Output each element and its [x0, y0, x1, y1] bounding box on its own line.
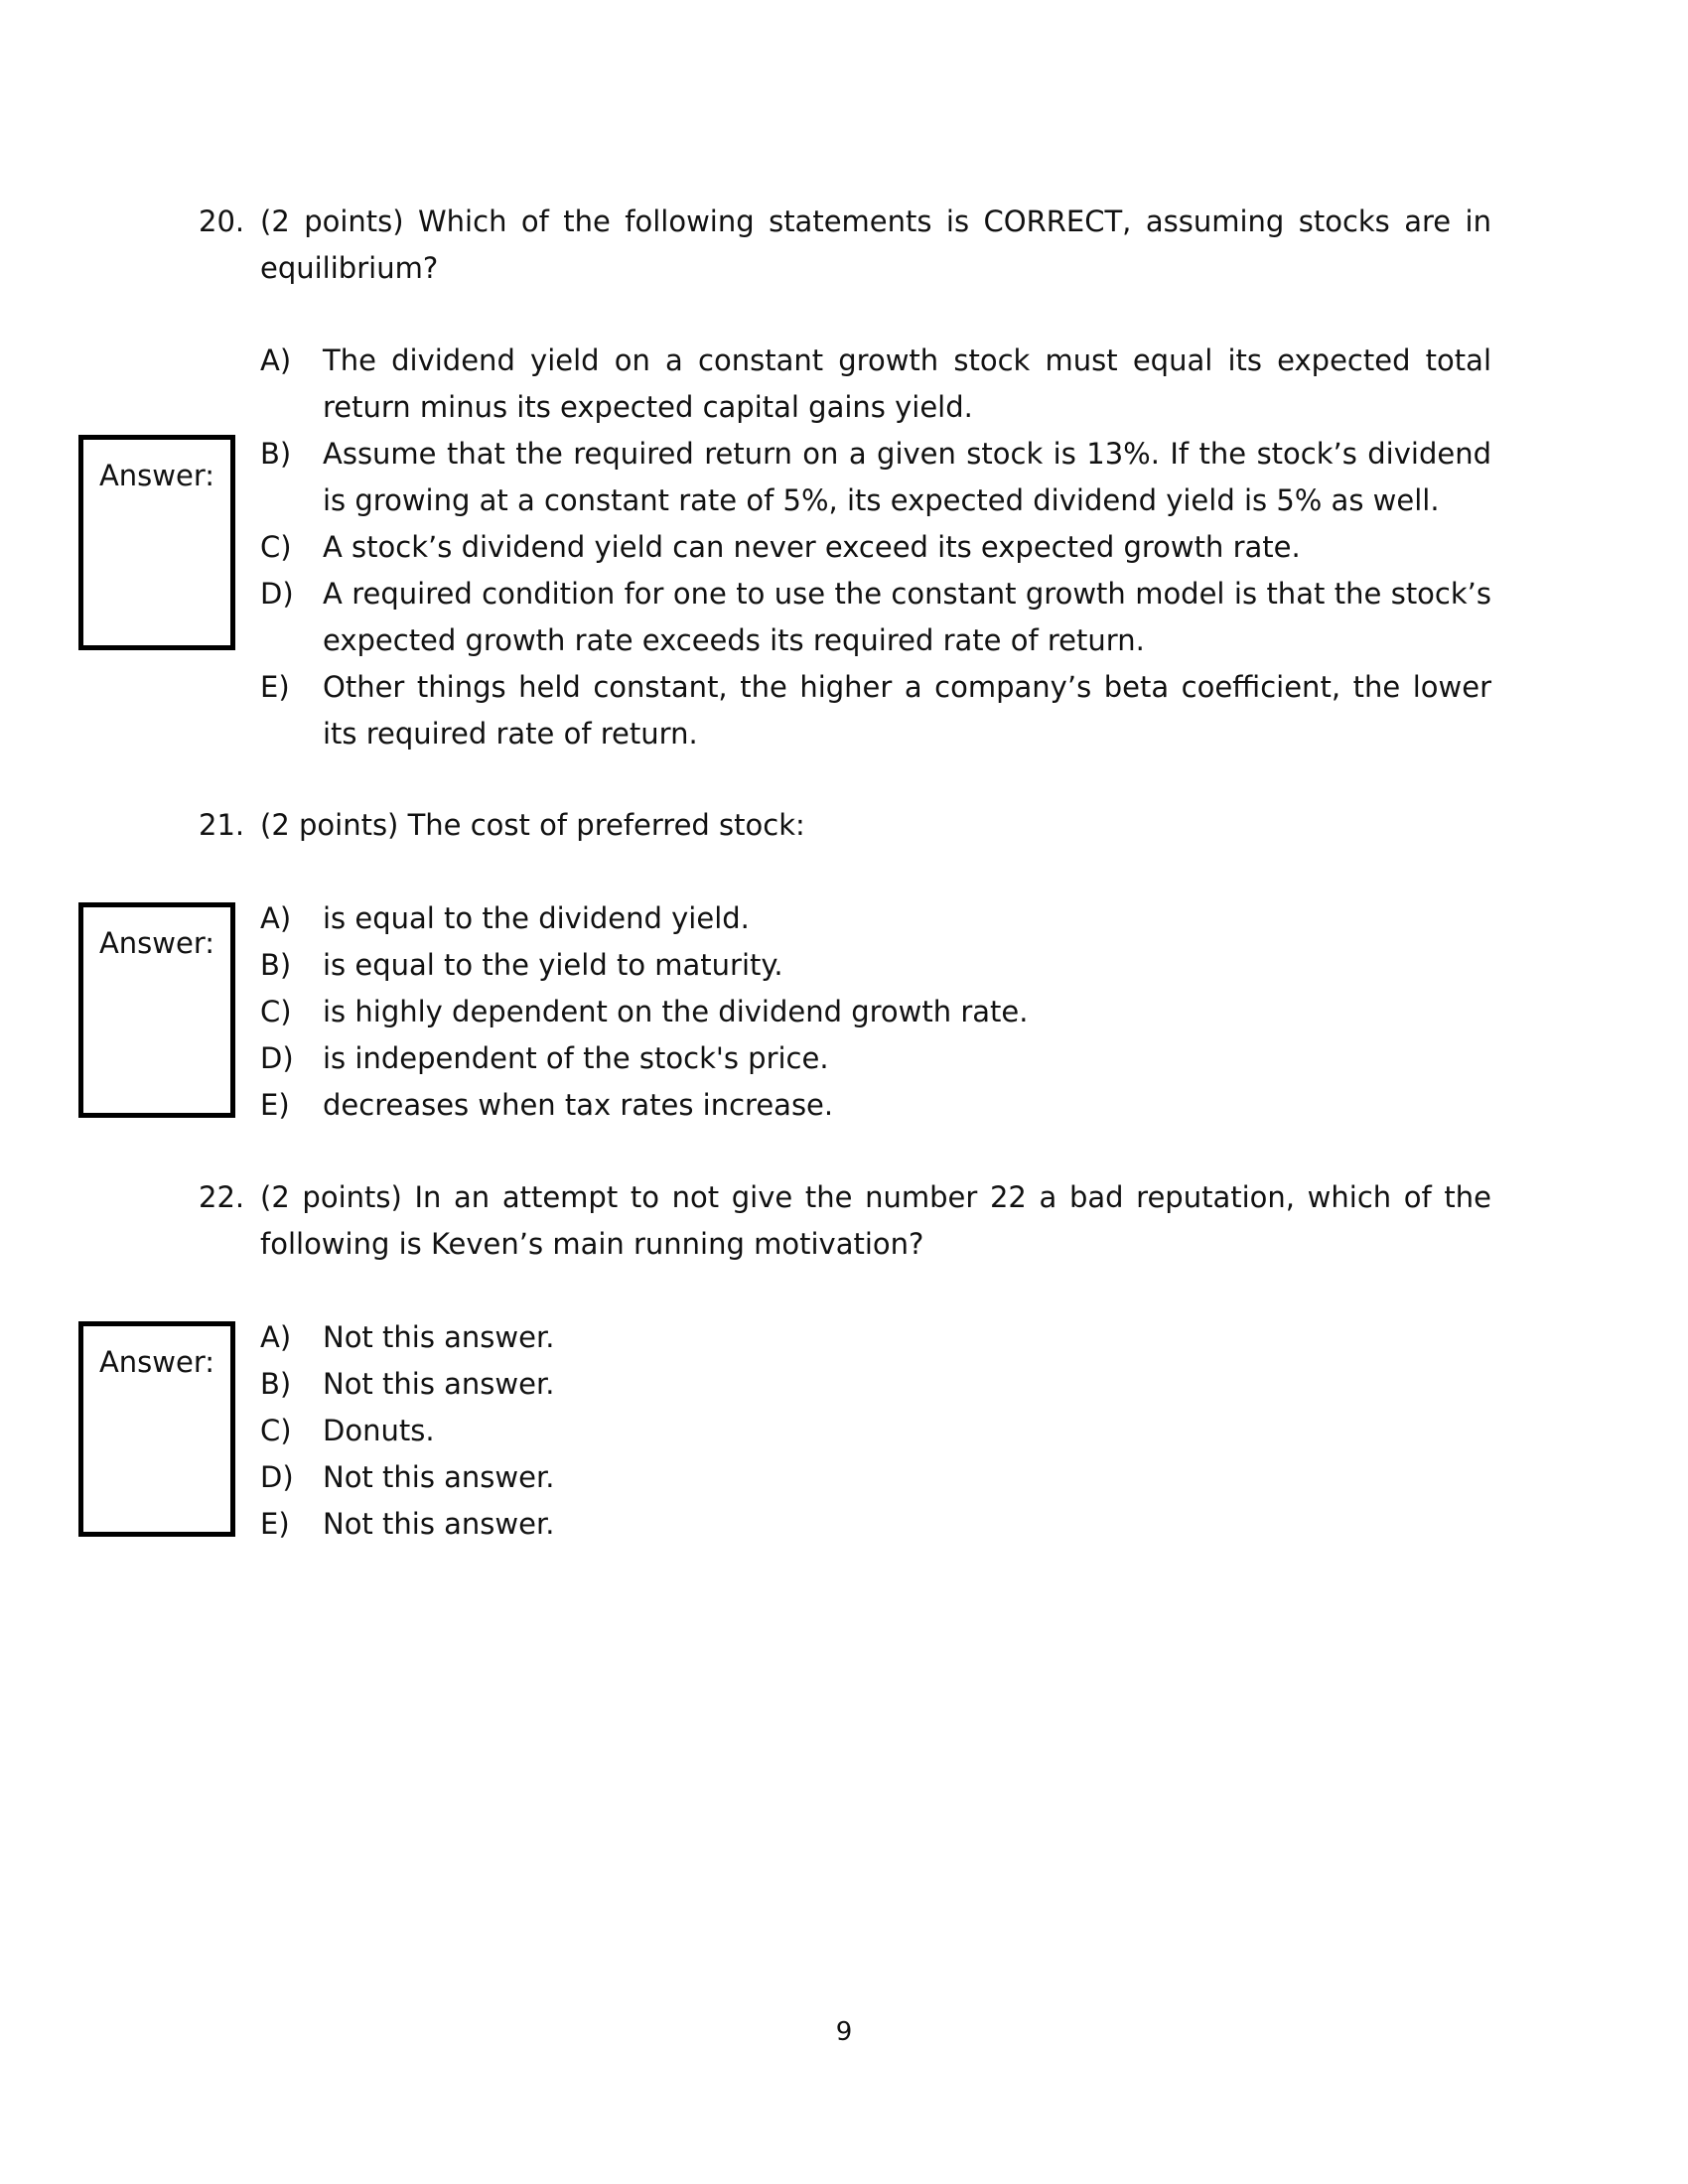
option-letter: E) — [260, 670, 290, 704]
answer-label: Answer: — [98, 1345, 215, 1379]
option-letter: B) — [260, 948, 292, 982]
option-letter: A) — [260, 901, 292, 935]
option-letter: C) — [260, 1414, 292, 1447]
option-letter: B) — [260, 437, 292, 471]
option-letter: D) — [260, 1041, 294, 1075]
option-text: is independent of the stock's price. — [323, 1041, 829, 1075]
answer-box[interactable] — [78, 902, 235, 1118]
option-letter: D) — [260, 577, 294, 611]
option-text: Not this answer. — [323, 1507, 555, 1541]
option-letter: A) — [260, 1320, 292, 1354]
option-text: decreases when tax rates increase. — [323, 1088, 834, 1122]
option-text: is equal to the dividend yield. — [323, 901, 750, 935]
answer-box[interactable] — [78, 1321, 235, 1537]
question-number: 22. — [199, 1180, 245, 1214]
option-text: A required condition for one to use the constant growth model is that the stock’s expected growth rate exceeds its required rate of return. — [323, 577, 1491, 657]
option-text: Assume that the required return on a given stock is 13%. If the stock’s dividend is growing at a constant rate of 5%, its expected dividend yield is 5% as well. — [323, 437, 1491, 517]
option-letter: A) — [260, 343, 292, 377]
option-text: The dividend yield on a constant growth stock must equal its expected total return minus its expected capital gains yield. — [323, 343, 1491, 424]
option-text: A stock’s dividend yield can never exceed its expected growth rate. — [323, 530, 1301, 564]
option-letter: D) — [260, 1460, 294, 1494]
option-text: Not this answer. — [323, 1367, 555, 1401]
option-text: Other things held constant, the higher a company’s beta coefficient, the lower its required rate of return. — [323, 670, 1491, 751]
option-letter: E) — [260, 1088, 290, 1122]
answer-label: Answer: — [98, 926, 215, 960]
option-text: Not this answer. — [323, 1460, 555, 1494]
option-letter: E) — [260, 1507, 290, 1541]
option-letter: C) — [260, 995, 292, 1028]
option-text: Not this answer. — [323, 1320, 555, 1354]
question-number: 21. — [199, 808, 245, 842]
question-number: 20. — [199, 205, 245, 238]
question-text: (2 points) The cost of preferred stock: — [260, 808, 805, 842]
answer-label: Answer: — [98, 459, 215, 492]
option-letter: C) — [260, 530, 292, 564]
question-text: (2 points) Which of the following statements is CORRECT, assuming stocks are in equilibrium? — [260, 205, 1491, 285]
question-text: (2 points) In an attempt to not give the number 22 a bad reputation, which of the following is Keven’s main running motivation? — [260, 1180, 1491, 1261]
option-text: is highly dependent on the dividend growth rate. — [323, 995, 1029, 1028]
page-number: 9 — [835, 2017, 853, 2047]
option-text: is equal to the yield to maturity. — [323, 948, 783, 982]
answer-box[interactable] — [78, 435, 235, 650]
option-text: Donuts. — [323, 1414, 435, 1447]
option-letter: B) — [260, 1367, 292, 1401]
